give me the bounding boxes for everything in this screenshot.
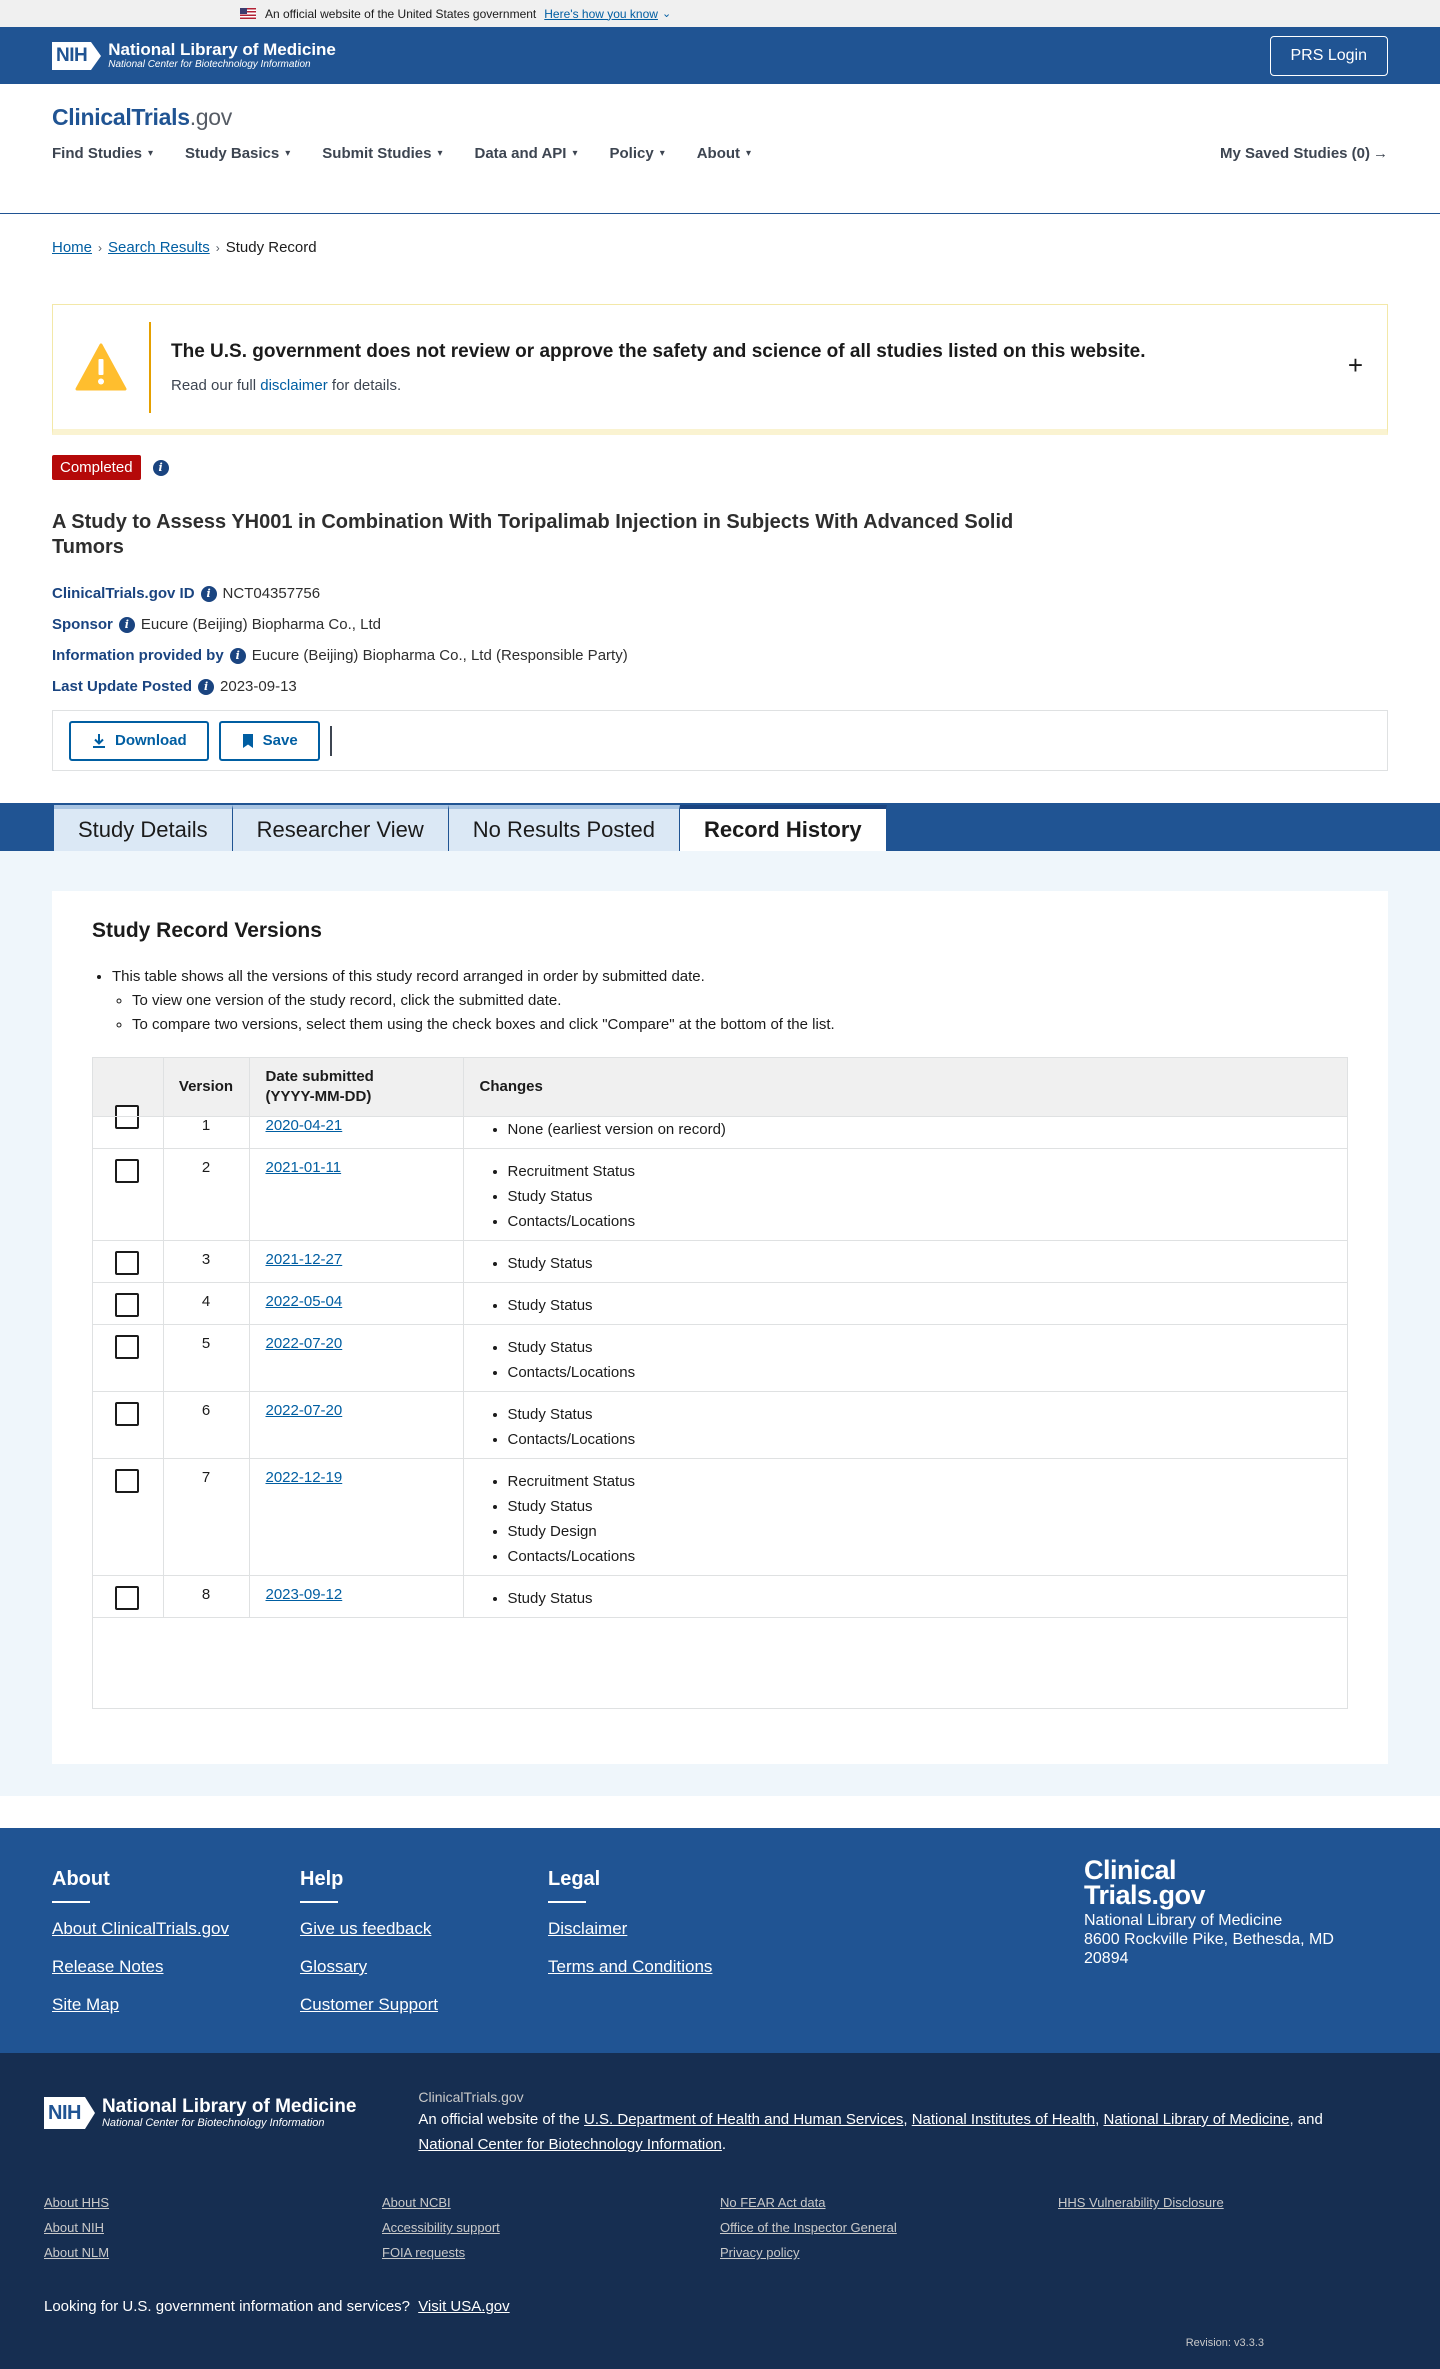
- alert-text: Read our full disclaimer for details.: [171, 376, 402, 394]
- footer-nlm-logo[interactable]: NIH National Library of Medicine National Center for Biotechnology Information: [44, 2091, 356, 2135]
- usagov-link[interactable]: Visit USA.gov: [418, 2298, 510, 2315]
- usagov-line: Looking for U.S. government information and services? Visit USA.gov: [44, 2298, 510, 2315]
- chevron-down-icon: ▾: [437, 148, 443, 159]
- link-hhs[interactable]: U.S. Department of Health and Human Services: [584, 2111, 904, 2128]
- version-number: 5: [163, 1324, 249, 1391]
- footer-ct-logo[interactable]: Clinical Trials.gov: [1084, 1855, 1206, 1910]
- version-row: [93, 1458, 1347, 1575]
- versions-table: [93, 1058, 1347, 1618]
- changes-list: [480, 1402, 1348, 1452]
- nih-badge: [52, 39, 101, 73]
- link-accessibility[interactable]: Accessibility support: [382, 2220, 500, 2235]
- heres-how-you-know-link[interactable]: Here's how you know: [544, 6, 658, 21]
- versions-card: [52, 891, 1388, 1764]
- footer-link-disclaimer[interactable]: Disclaimer: [548, 1919, 628, 1938]
- compare-checkbox[interactable]: [115, 1293, 139, 1317]
- chevron-right-icon: ›: [98, 241, 103, 255]
- change-item: • Study Design: [508, 1519, 1348, 1544]
- flag-icon: [240, 8, 256, 19]
- chevron-right-icon: ›: [215, 241, 220, 255]
- compare-checkbox[interactable]: [115, 1469, 139, 1493]
- link-about-ncbi[interactable]: About NCBI: [382, 2195, 451, 2210]
- gov-banner: [0, 0, 1440, 27]
- footer: [0, 1828, 1440, 2053]
- version-date-link[interactable]: 2023-09-12: [265, 1585, 343, 1603]
- footer-link-about-ct[interactable]: About ClinicalTrials.gov: [52, 1919, 229, 1938]
- version-number: 6: [163, 1391, 249, 1458]
- col-date-submitted: Date submitted (YYYY-MM-DD): [249, 1058, 463, 1116]
- change-item: • Contacts/Locations: [508, 1209, 1348, 1234]
- version-date-link[interactable]: 2022-07-20: [265, 1401, 343, 1419]
- changes-list: [480, 1293, 1348, 1318]
- chevron-down-icon: ▾: [285, 148, 291, 159]
- info-provided-value: Eucure (Beijing) Biopharma Co., Ltd (Responsible Party): [251, 647, 628, 664]
- versions-notes: • This table shows all the versions of this study record arranged in order by submitted date. ◦ To view one version of the study record, click the submitted date. ◦ To compare two versions, select them using the check boxes and click "Compare" at the bottom of the list.: [92, 968, 1348, 1033]
- version-date-link[interactable]: 2022-07-20: [265, 1334, 343, 1352]
- version-date-link[interactable]: 2022-05-04: [265, 1292, 343, 1310]
- link-about-hhs[interactable]: About HHS: [44, 2195, 110, 2210]
- official-website-text: ClinicalTrials.gov An official website of the U.S. Department of Health and Human Services, National Institutes of Health, National Library of Medicine, and National Center for Biotechnology Information.: [418, 2089, 1323, 2153]
- id-value: NCT04357756: [222, 585, 321, 602]
- footer-link-customer-support[interactable]: Customer Support: [300, 1995, 438, 2014]
- change-item: • Recruitment Status: [508, 1469, 1348, 1494]
- change-item: • Study Status: [508, 1251, 1348, 1276]
- link-privacy[interactable]: Privacy policy: [720, 2245, 800, 2260]
- link-hhs-vulnerability[interactable]: HHS Vulnerability Disclosure: [1058, 2195, 1224, 2210]
- arrow-right-icon: →: [1373, 145, 1388, 162]
- gov-banner-text: An official website of the United States government: [265, 6, 537, 21]
- breadcrumb-current: Study Record: [225, 239, 317, 256]
- compare-checkbox[interactable]: [115, 1105, 139, 1129]
- breadcrumb-home[interactable]: Home: [52, 239, 93, 256]
- link-no-fear[interactable]: No FEAR Act data: [720, 2195, 826, 2210]
- version-row: [93, 1282, 1347, 1324]
- study-tabs: [0, 803, 1440, 851]
- last-update-label: Last Update Posted: [52, 678, 193, 695]
- study-meta: [0, 560, 1440, 695]
- changes-list: [480, 1251, 1348, 1276]
- version-number: 7: [163, 1458, 249, 1575]
- version-date-link[interactable]: 2021-01-11: [265, 1158, 342, 1176]
- change-item: • None (earliest version on record): [508, 1117, 1348, 1142]
- change-item: • Study Status: [508, 1494, 1348, 1519]
- changes-list: [480, 1469, 1348, 1569]
- change-item: • Study Status: [508, 1335, 1348, 1360]
- footer-legal: Legal Disclaimer Terms and Conditions: [548, 1868, 796, 2053]
- link-about-nlm[interactable]: About NLM: [44, 2245, 110, 2260]
- main-nav: [52, 145, 1388, 162]
- record-history-section: [0, 851, 1440, 1796]
- nav-policy[interactable]: Policy ▾: [609, 145, 665, 162]
- footer-link-feedback[interactable]: Give us feedback: [300, 1919, 432, 1938]
- revision-text: Revision: v3.3.3: [1185, 2337, 1264, 2349]
- link-nlm[interactable]: National Library of Medicine: [1103, 2111, 1290, 2128]
- save-button[interactable]: Save: [219, 721, 320, 761]
- nav-study-basics[interactable]: Study Basics ▾: [185, 145, 291, 162]
- change-item: • Study Status: [508, 1184, 1348, 1209]
- compare-checkbox[interactable]: [115, 1335, 139, 1359]
- nav-data-and-api[interactable]: Data and API ▾: [474, 145, 578, 162]
- version-date-link[interactable]: 2021-12-27: [265, 1250, 343, 1268]
- nih-badge-text: NIH: [52, 42, 91, 70]
- chevron-down-icon: ▾: [746, 148, 752, 159]
- prs-login-button[interactable]: PRS Login: [1270, 36, 1389, 76]
- footer-help: Help Give us feedback Glossary Customer Support: [300, 1868, 548, 2053]
- compare-checkbox[interactable]: [115, 1586, 139, 1610]
- change-item: • Contacts/Locations: [508, 1427, 1348, 1452]
- col-changes: Changes: [463, 1058, 1347, 1116]
- my-saved-studies-link[interactable]: My Saved Studies (0) →: [1219, 145, 1388, 162]
- meta-info-provided-row: [52, 647, 1388, 664]
- disclaimer-link[interactable]: disclaimer: [260, 376, 328, 394]
- tab-record-history[interactable]: Record History: [680, 805, 887, 851]
- info-icon[interactable]: i: [198, 679, 214, 695]
- change-item: • Study Status: [508, 1402, 1348, 1427]
- tab-no-results-posted[interactable]: No Results Posted: [449, 805, 680, 851]
- footer-about: About About ClinicalTrials.gov Release Notes Site Map: [52, 1868, 300, 2053]
- footer-identifier: [0, 2053, 1440, 2369]
- tab-study-details[interactable]: Study Details: [54, 805, 233, 851]
- info-provided-label: Information provided by: [52, 647, 224, 664]
- sponsor-value: Eucure (Beijing) Biopharma Co., Ltd: [140, 616, 381, 633]
- version-number: 1: [163, 1116, 249, 1148]
- footer-link-terms[interactable]: Terms and Conditions: [548, 1957, 713, 1976]
- link-foia[interactable]: FOIA requests: [382, 2245, 466, 2260]
- version-number: 4: [163, 1282, 249, 1324]
- chevron-down-icon: ⌄: [661, 8, 672, 20]
- version-row: [93, 1116, 1347, 1148]
- footer-address: Clinical Trials.gov National Library of Medicine 8600 Rockville Pike, Bethesda, MD 20894: [1084, 1868, 1350, 2053]
- footer-link-glossary[interactable]: Glossary: [300, 1957, 368, 1976]
- changes-list: [480, 1117, 1348, 1142]
- breadcrumb: [0, 214, 1440, 281]
- nlm-title: National Library of Medicine: [108, 39, 336, 59]
- versions-heading: Study Record Versions: [92, 919, 322, 942]
- breadcrumb-search-results[interactable]: Search Results: [108, 239, 210, 256]
- version-date-link[interactable]: 2020-04-21: [265, 1116, 343, 1134]
- link-about-nih[interactable]: About NIH: [44, 2220, 104, 2235]
- versions-table-body: [93, 1116, 1347, 1617]
- nlm-logo[interactable]: [52, 39, 336, 73]
- nav-about[interactable]: About ▾: [696, 145, 752, 162]
- nav-find-studies[interactable]: Find Studies ▾: [52, 145, 154, 162]
- chevron-down-icon: ▾: [659, 148, 665, 159]
- alert-heading: The U.S. government does not review or approve the safety and science of all studies listed on this website.: [171, 340, 1146, 362]
- footer-identifier-links: [44, 2195, 1396, 2270]
- info-icon[interactable]: i: [201, 586, 217, 602]
- last-update-value: 2023-09-13: [220, 678, 297, 695]
- footer-link-site-map[interactable]: Site Map: [52, 1995, 120, 2014]
- change-item: • Recruitment Status: [508, 1159, 1348, 1184]
- change-item: • Contacts/Locations: [508, 1360, 1348, 1385]
- info-icon[interactable]: i: [230, 648, 246, 664]
- info-icon[interactable]: i: [153, 460, 169, 476]
- status-badge: Completed: [52, 455, 141, 480]
- study-title: A Study to Assess YH001 in Combination With Toripalimab Injection in Subjects With Advanced Solid Tumors: [52, 511, 1014, 558]
- version-number: 2: [163, 1148, 249, 1240]
- change-item: • Contacts/Locations: [508, 1544, 1348, 1569]
- download-button[interactable]: Download: [69, 721, 209, 761]
- site-header: [0, 84, 1440, 214]
- ncbi-subtitle: National Center for Biotechnology Information: [108, 58, 311, 70]
- link-inspector-general[interactable]: Office of the Inspector General: [720, 2220, 897, 2235]
- version-date-link[interactable]: 2022-12-19: [265, 1468, 343, 1486]
- version-number: 3: [163, 1240, 249, 1282]
- change-item: • Study Status: [508, 1586, 1348, 1611]
- chevron-down-icon: ▾: [572, 148, 578, 159]
- change-item: • Study Status: [508, 1293, 1348, 1318]
- changes-list: [480, 1335, 1348, 1385]
- compare-checkbox[interactable]: [115, 1251, 139, 1275]
- nav-submit-studies[interactable]: Submit Studies ▾: [322, 145, 443, 162]
- changes-list: [480, 1159, 1348, 1234]
- meta-sponsor-row: [52, 616, 1388, 633]
- disclaimer-alert: [52, 304, 1388, 435]
- link-ncbi[interactable]: National Center for Biotechnology Information: [418, 2136, 722, 2153]
- compare-checkbox[interactable]: [115, 1402, 139, 1426]
- versions-table-scroll[interactable]: [92, 1057, 1348, 1709]
- id-label: ClinicalTrials.gov ID: [52, 585, 195, 602]
- clinicaltrials-logo[interactable]: ClinicalTrials.gov: [52, 104, 232, 130]
- meta-last-update-row: [52, 678, 1388, 695]
- version-number: 8: [163, 1575, 249, 1617]
- version-row: [93, 1391, 1347, 1458]
- tab-researcher-view[interactable]: Researcher View: [233, 805, 449, 851]
- bookmark-icon: [241, 733, 255, 749]
- compare-checkbox[interactable]: [115, 1159, 139, 1183]
- link-nih[interactable]: National Institutes of Health: [911, 2111, 1096, 2128]
- info-icon[interactable]: i: [119, 617, 135, 633]
- col-version: Version: [163, 1058, 249, 1116]
- version-row: [93, 1148, 1347, 1240]
- version-row: [93, 1575, 1347, 1617]
- footer-link-release-notes[interactable]: Release Notes: [52, 1957, 164, 1976]
- meta-id-row: [52, 585, 1388, 602]
- changes-list: [480, 1586, 1348, 1611]
- version-row: [93, 1240, 1347, 1282]
- version-row: [93, 1324, 1347, 1391]
- status-row: [0, 435, 1440, 480]
- warning-icon: [75, 343, 127, 391]
- chevron-down-icon: ▾: [148, 148, 154, 159]
- sponsor-label: Sponsor: [52, 616, 113, 633]
- download-icon: [91, 733, 107, 749]
- plus-icon[interactable]: +: [1347, 350, 1363, 380]
- nih-header: [0, 27, 1440, 84]
- action-bar: [52, 710, 1388, 771]
